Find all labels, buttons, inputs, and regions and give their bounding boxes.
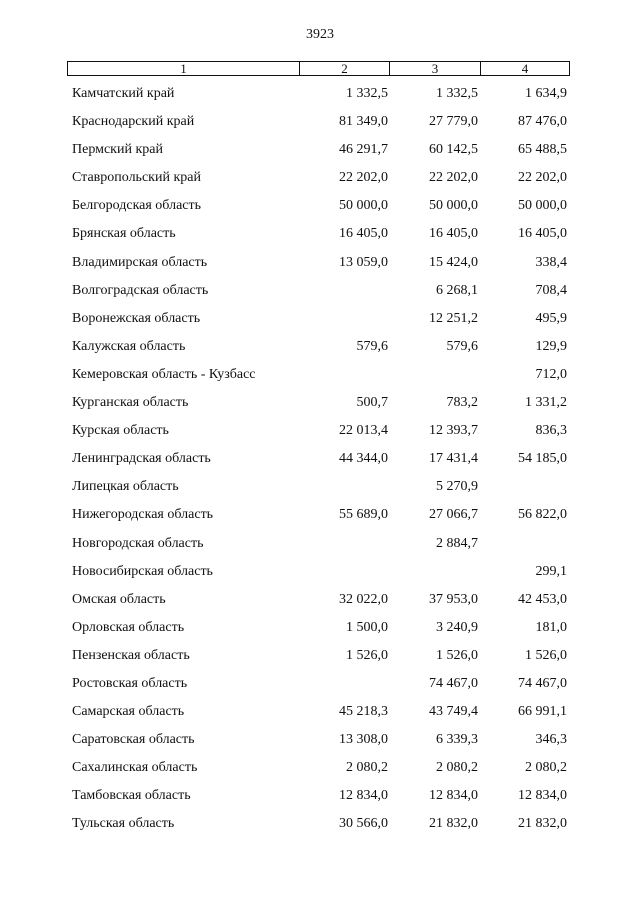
value-col-3: 6 339,3	[436, 732, 478, 748]
value-col-4: 2 080,2	[525, 760, 567, 776]
value-col-3: 1 332,5	[436, 86, 478, 101]
table-row	[0, 112, 640, 140]
value-col-4: 708,4	[535, 282, 567, 298]
region-name: Брянская область	[72, 226, 176, 242]
value-col-3: 16 405,0	[429, 226, 478, 242]
value-col-4: 65 488,5	[518, 142, 567, 158]
region-name: Самарская область	[72, 704, 185, 720]
value-col-3: 43 749,4	[429, 704, 478, 720]
value-col-2: 81 349,0	[339, 114, 388, 130]
table-row	[0, 814, 640, 842]
table-row	[0, 758, 640, 786]
table-row	[0, 365, 640, 393]
value-col-4: 1 634,9	[525, 86, 567, 101]
value-col-3: 12 834,0	[429, 788, 478, 804]
table-row	[0, 84, 640, 112]
value-col-2: 1 500,0	[346, 619, 388, 635]
value-col-4: 66 991,1	[518, 704, 567, 720]
region-name: Волгоградская область	[72, 282, 209, 298]
value-col-3: 60 142,5	[429, 142, 478, 158]
region-name: Ставропольский край	[72, 170, 201, 186]
value-col-3: 21 832,0	[429, 816, 478, 832]
table-row	[0, 562, 640, 590]
value-col-3: 12 393,7	[429, 423, 478, 439]
value-col-2: 16 405,0	[339, 226, 388, 242]
table-row	[0, 281, 640, 309]
value-col-3: 17 431,4	[429, 451, 478, 467]
value-col-4: 22 202,0	[518, 170, 567, 186]
table-row	[0, 168, 640, 196]
header-col-1: 1	[68, 62, 300, 75]
value-col-4: 346,3	[535, 732, 567, 748]
table-row	[0, 393, 640, 421]
value-col-4: 299,1	[535, 563, 567, 579]
value-col-2: 13 059,0	[339, 254, 388, 270]
region-name: Кемеровская область - Кузбасс	[72, 366, 256, 382]
region-name: Владимирская область	[72, 254, 208, 270]
value-col-3: 15 424,0	[429, 254, 478, 270]
value-col-4: 54 185,0	[518, 451, 567, 467]
value-col-3: 2 080,2	[436, 760, 478, 776]
region-name: Омская область	[72, 591, 166, 607]
value-col-2: 44 344,0	[339, 451, 388, 467]
value-col-3: 6 268,1	[436, 282, 478, 298]
table-row	[0, 140, 640, 168]
table-row	[0, 253, 640, 281]
table-row	[0, 646, 640, 674]
value-col-4: 50 000,0	[518, 198, 567, 214]
value-col-4: 712,0	[535, 366, 567, 382]
region-name: Ростовская область	[72, 675, 188, 691]
value-col-2: 50 000,0	[339, 198, 388, 214]
value-col-3: 2 884,7	[436, 535, 478, 551]
value-col-2: 2 080,2	[346, 760, 388, 776]
region-name: Саратовская область	[72, 732, 195, 748]
value-col-2: 1 332,5	[346, 86, 388, 101]
region-name: Курганская область	[72, 395, 189, 411]
value-col-3: 5 270,9	[436, 479, 478, 495]
table-row	[0, 534, 640, 562]
value-col-3: 50 000,0	[429, 198, 478, 214]
value-col-4: 87 476,0	[518, 114, 567, 130]
value-col-2: 22 202,0	[339, 170, 388, 186]
region-name: Новосибирская область	[72, 563, 213, 579]
header-col-2: 2	[300, 62, 390, 75]
value-col-2: 500,7	[356, 395, 388, 411]
page-number: 3923	[306, 27, 334, 42]
value-col-2: 46 291,7	[339, 142, 388, 158]
value-col-4: 1 526,0	[525, 647, 567, 663]
value-col-3: 3 240,9	[436, 619, 478, 635]
region-name: Тульская область	[72, 816, 175, 832]
value-col-4: 495,9	[535, 310, 567, 326]
value-col-3: 579,6	[446, 338, 478, 354]
region-name: Орловская область	[72, 619, 185, 635]
region-name: Тамбовская область	[72, 788, 191, 804]
value-col-2: 55 689,0	[339, 507, 388, 523]
value-col-3: 74 467,0	[429, 675, 478, 691]
region-name: Курская область	[72, 423, 169, 439]
table-row	[0, 730, 640, 758]
value-col-2: 1 526,0	[346, 647, 388, 663]
region-name: Воронежская область	[72, 310, 201, 326]
table-row	[0, 421, 640, 449]
value-col-2: 579,6	[356, 338, 388, 354]
value-col-4: 16 405,0	[518, 226, 567, 242]
value-col-4: 56 822,0	[518, 507, 567, 523]
header-col-3: 3	[390, 62, 481, 75]
value-col-2: 30 566,0	[339, 816, 388, 832]
value-col-2: 12 834,0	[339, 788, 388, 804]
value-col-3: 22 202,0	[429, 170, 478, 186]
value-col-2: 32 022,0	[339, 591, 388, 607]
value-col-4: 129,9	[535, 338, 567, 354]
table-row	[0, 477, 640, 505]
region-name: Ленинградская область	[72, 451, 211, 467]
region-name: Белгородская область	[72, 198, 202, 214]
value-col-3: 1 526,0	[436, 647, 478, 663]
table-row	[0, 702, 640, 730]
region-name: Камчатский край	[72, 86, 175, 101]
header-col-4: 4	[521, 61, 529, 76]
table-row	[0, 309, 640, 337]
value-col-3: 27 066,7	[429, 507, 478, 523]
value-col-4: 1 331,2	[525, 395, 567, 411]
value-col-2: 45 218,3	[339, 704, 388, 720]
value-col-4: 181,0	[535, 619, 567, 635]
value-col-4: 74 467,0	[518, 675, 567, 691]
table-row	[0, 505, 640, 533]
value-col-3: 12 251,2	[429, 310, 478, 326]
region-name: Калужская область	[72, 338, 186, 354]
value-col-4: 338,4	[535, 254, 567, 270]
table-row	[0, 674, 640, 702]
region-name: Липецкая область	[72, 479, 179, 495]
region-name: Сахалинская область	[72, 760, 198, 776]
value-col-2: 13 308,0	[339, 732, 388, 748]
table-row	[0, 590, 640, 618]
table-header	[67, 61, 570, 76]
table-row	[0, 224, 640, 252]
table-row	[0, 618, 640, 646]
region-name: Краснодарский край	[72, 114, 195, 130]
value-col-4: 836,3	[535, 423, 567, 439]
table-row	[0, 337, 640, 365]
region-name: Пензенская область	[72, 647, 190, 663]
value-col-4: 21 832,0	[518, 816, 567, 832]
table-row	[0, 786, 640, 814]
region-name: Пермский край	[72, 142, 163, 158]
table-row	[0, 196, 640, 224]
table-body	[0, 84, 640, 843]
value-col-3: 783,2	[446, 395, 478, 411]
value-col-3: 27 779,0	[429, 114, 478, 130]
region-name: Новгородская область	[72, 535, 204, 551]
table-row	[0, 449, 640, 477]
value-col-4: 42 453,0	[518, 591, 567, 607]
value-col-4: 12 834,0	[518, 788, 567, 804]
region-name: Нижегородская область	[72, 507, 214, 523]
value-col-2: 22 013,4	[339, 423, 388, 439]
value-col-3: 37 953,0	[429, 591, 478, 607]
